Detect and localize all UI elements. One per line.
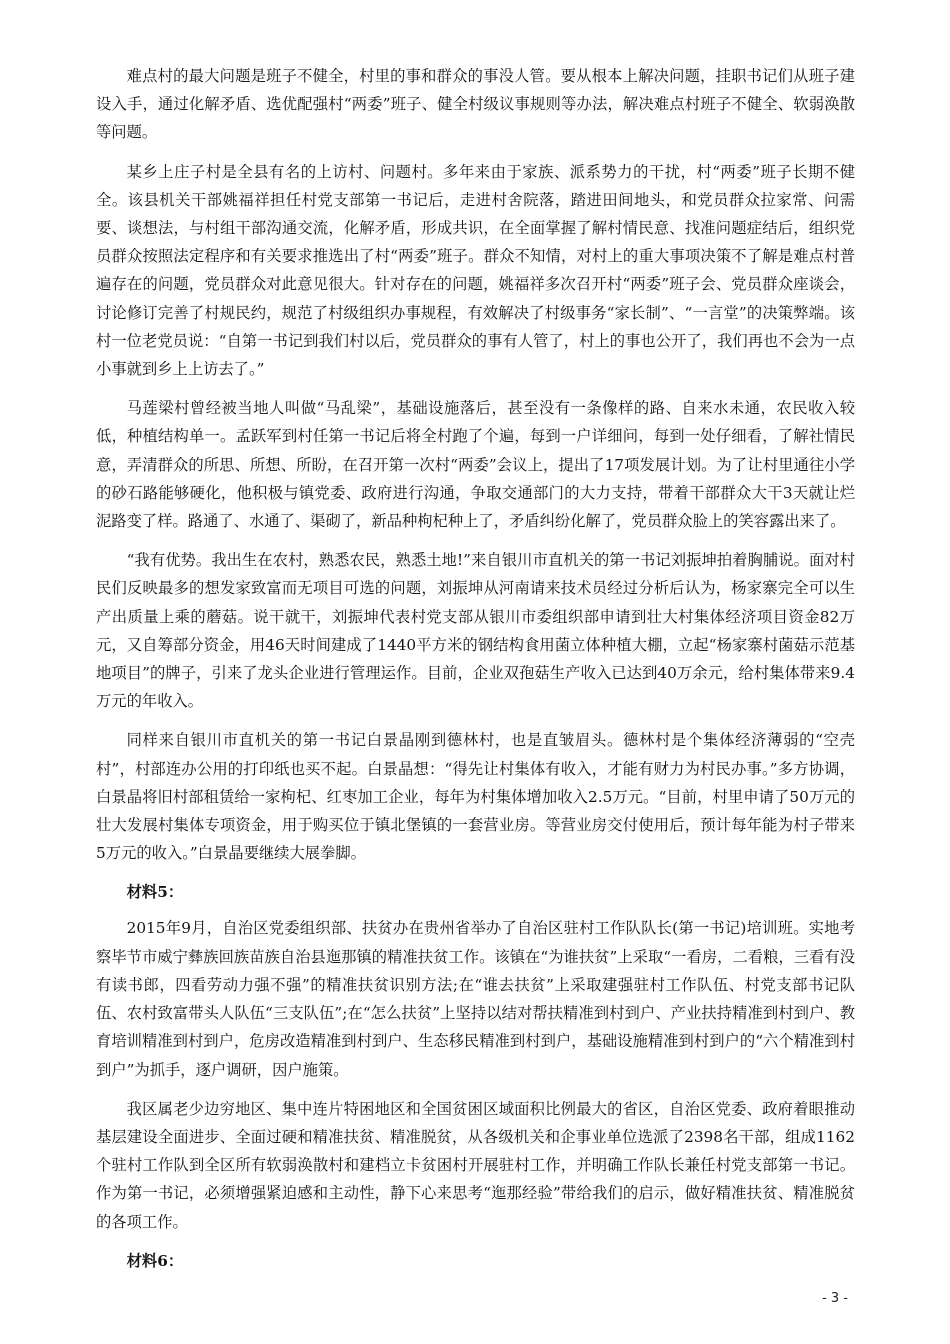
heading-material-6: 材料6：	[126, 1251, 184, 1270]
paragraph-difficult-villages: 难点村的最大问题是班子不健全，村里的事和群众的事没人管。要从根本上解决问题，挂职书记们从班子建设入手，通过化解矛盾、选优配强村“两委”班子、健全村级议事规则等办法，解决难点村班子不健全、软弱涣散等问题。	[96, 67, 855, 142]
paragraph-training-course: 2015年9月，自治区党委组织部、扶贫办在贵州省举办了自治区驻村工作队队长(第一书记)培训班。实地考察毕节市威宁彝族回族苗族自治县迤那镇的精准扶贫工作。该镇在“为谁扶贫”上采取“一看房，二看粮，三看有没有读书郎，四看劳动力强不强”的精准扶贫识别方法;在“谁去扶贫”上采取建强驻村工作队伍、村党支部书记队伍、农村致富带头人队伍“三支队伍”;在“怎么扶贫”上坚持以结对帮扶精准到村到户、产业扶持精准到村到户、教育培训精准到村到户，危房改造精准到村到户、生态移民精准到村到户，基础设施精准到村到户的“六个精准到村到户”为抓手，逐户调研，因户施策。	[96, 919, 855, 1079]
page-number: - 3 -	[822, 1291, 848, 1306]
paragraph-malianliang-village: 马莲梁村曾经被当地人叫做“马乱梁”，基础设施落后，甚至没有一条像样的路、自来水未通，农民收入较低，种植结构单一。孟跃军到村任第一书记后将全村跑了个遍，每到一户详细问，每到一处仔细看，了解社情民意，弄清群众的所思、所想、所盼，在召开第一次村“两委”会议上，提出了17项发展计划。为了让村里通往小学的砂石路能够硬化，他积极与镇党委、政府进行沟通，争取交通部门的大力支持，带着干部群众大干3天就让烂泥路变了样。路通了、水通了、渠砌了，新品种枸杞种上了，矛盾纠纷化解了，党员群众脸上的笑容露出来了。	[96, 399, 855, 531]
paragraph-yangjiazhai-village: “我有优势。我出生在农村，熟悉农民，熟悉土地!”来自银川市直机关的第一书记刘振坤拍着胸脯说。面对村民们反映最多的想发家致富而无项目可选的问题，刘振坤从河南请来技术员经过分析后认为，杨家寨完全可以生产出质量上乘的蘑菇。说干就干，刘振坤代表村党支部从银川市委组织部申请到壮大村集体经济项目资金82万元，又自筹部分资金，用46天时间建成了1440平方米的钢结构食用菌立体种植大棚，立起“杨家寨村菌菇示范基地项目”的牌子，引来了龙头企业进行管理运作。目前，企业双孢菇生产收入已达到40万余元，给村集体带来9.4万元的年收入。	[96, 551, 855, 711]
paragraph-delin-village: 同样来自银川市直机关的第一书记白景晶刚到德林村，也是直皱眉头。德林村是个集体经济薄弱的“空壳村”，村部连办公用的打印纸也买不起。白景晶想：“得先让村集体有收入，才能有财力为村民办事。”多方协调，白景晶将旧村部租赁给一家枸杞、红枣加工企业，每年为村集体增加收入2.5万元。“目前，村里申请了50万元的壮大发展村集体专项资金，用于购买位于镇北堡镇的一套营业房。等营业房交付使用后，预计每年能为村子带来5万元的收入。”白景晶要继续大展拳脚。	[96, 731, 855, 863]
heading-material-5: 材料5：	[126, 883, 184, 902]
paragraph-shangzhuangzi-village: 某乡上庄子村是全县有名的上访村、问题村。多年来由于家族、派系势力的干扰，村“两委”班子长期不健全。该县机关干部姚福祥担任村党支部第一书记后，走进村舍院落，踏进田间地头，和党员群众拉家常、问需要、谈想法，与村组干部沟通交流，化解矛盾，形成共识，在全面掌握了解村情民意、找准问题症结后，组织党员群众按照法定程序和有关要求推选出了村“两委”班子。群众不知情，对村上的重大事项决策不了解是难点村普遍存在的问题，党员群众对此意见很大。针对存在的问题，姚福祥多次召开村“两委”班子会、党员群众座谈会，讨论修订完善了村规民约，规范了村级组织办事规程，有效解决了村级事务“家长制”、“一言堂”的决策弊端。该村一位老党员说：“自第一书记到我们村以后，党员群众的事有人管了，村上的事也公开了，我们再也不会为一点小事就到乡上上访去了。”	[96, 162, 855, 379]
paragraph-region-overview: 我区属老少边穷地区、集中连片特困地区和全国贫困区域面积比例最大的省区，自治区党委、政府着眼推动基层建设全面进步、全面过硬和精准扶贫、精准脱贫，从各级机关和企事业单位选派了2398名干部，组成1162个驻村工作队到全区所有软弱涣散村和建档立卡贫困村开展驻村工作，并明确工作队长兼任村党支部第一书记。作为第一书记，必须增强紧迫感和主动性，静下心来思考“迤那经验”带给我们的启示，做好精准扶贫、精准脱贫的各项工作。	[96, 1099, 855, 1231]
document-body	[96, 62, 855, 1283]
